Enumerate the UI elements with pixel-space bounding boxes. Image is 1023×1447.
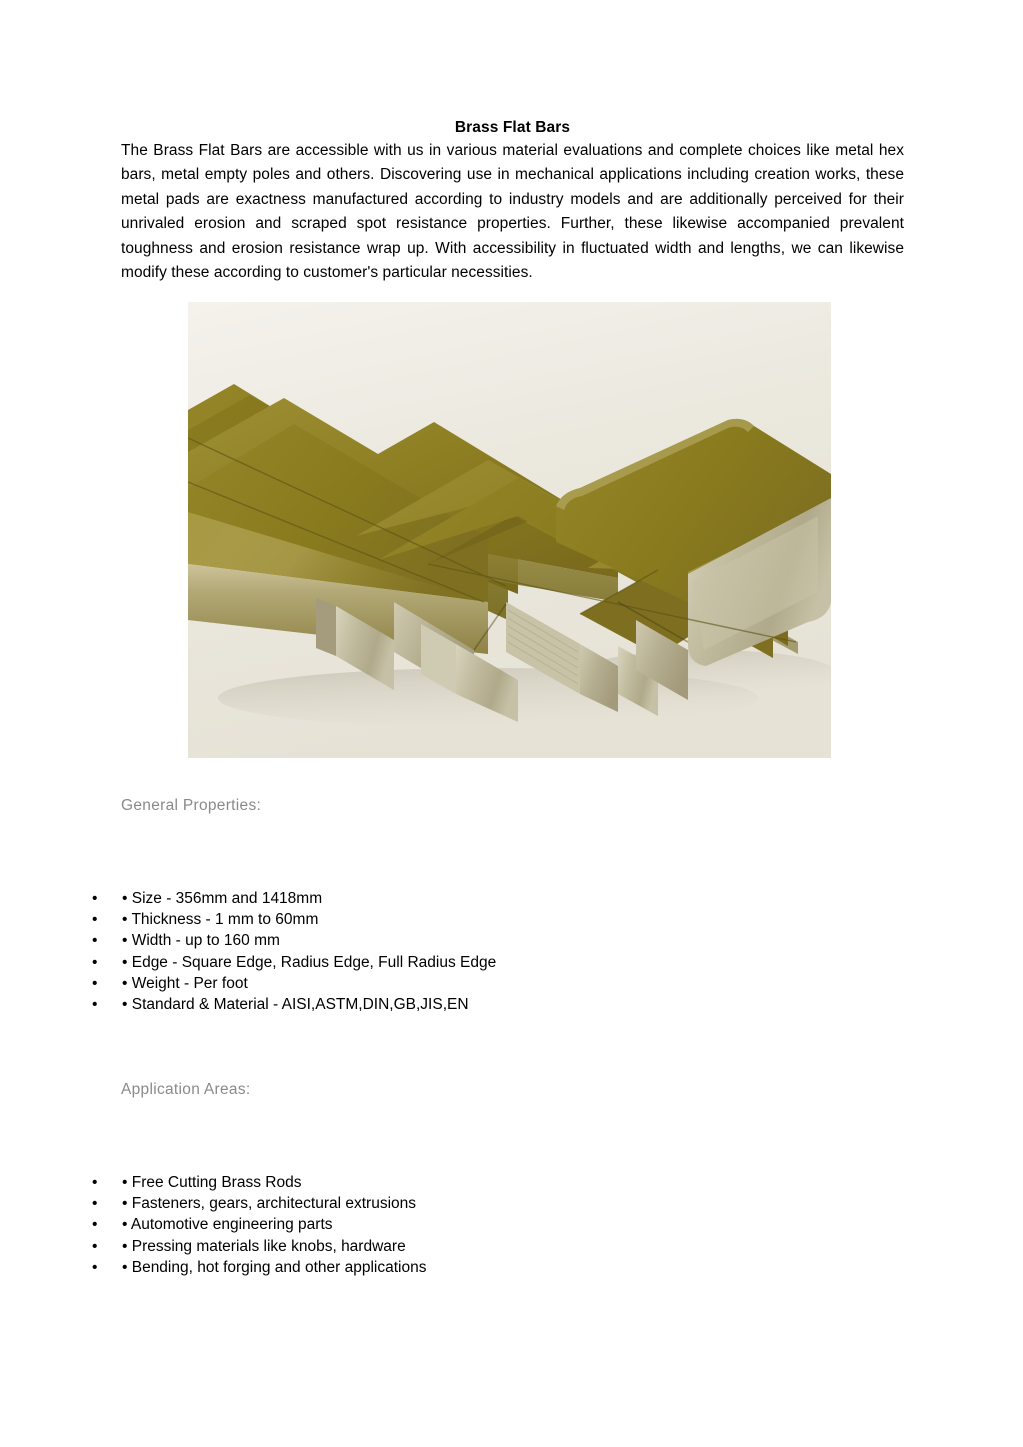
list-item: [0, 1193, 426, 1214]
brass-bars-illustration: [188, 302, 831, 758]
list-item-label: • Fasteners, gears, architectural extrusions: [122, 1195, 417, 1213]
brass-flat-bars-photo: [188, 302, 831, 758]
list-item: [0, 973, 496, 994]
intro-paragraph: The Brass Flat Bars are accessible with us in various material evaluations and complete choices like metal hex bars, metal empty poles and others. Discovering use in mechanical applications including creation works, these metal pads are exactness manufactured according to industry models and are additionally perceived for their unrivaled erosion and scraped spot resistance properties. Further, these likewise accompanied prevalent toughness and erosion resistance wrap up. With accessibility in fluctuated width and lengths, we can likewise modify these according to customer's particular necessities.: [121, 142, 904, 282]
list-item-label: • Weight - Per foot: [122, 974, 248, 992]
list-item-label: • Free Cutting Brass Rods: [122, 1174, 302, 1191]
list-item: [0, 930, 496, 951]
list-item: [0, 994, 496, 1015]
list-item-label: • Standard & Material - AISI,ASTM,DIN,GB,JIS,EN: [122, 995, 469, 1013]
bullet-marker-icon: •: [92, 1195, 98, 1213]
list-item-label: • Width - up to 160 mm: [122, 932, 280, 950]
bullet-marker-icon: •: [92, 1174, 98, 1191]
list-item: [0, 888, 496, 909]
list-item-label: • Bending, hot forging and other applications: [122, 1258, 427, 1276]
list-item: [0, 909, 496, 930]
list-item: [0, 1214, 426, 1235]
bullet-marker-icon: •: [92, 974, 98, 992]
list-item: [0, 952, 496, 973]
bullet-marker-icon: •: [92, 1216, 98, 1234]
bullet-marker-icon: •: [92, 995, 98, 1013]
bullet-marker-icon: •: [92, 1258, 98, 1276]
list-item-label: • Size - 356mm and 1418mm: [122, 890, 323, 907]
text-column: [121, 118, 904, 285]
bullet-marker-icon: •: [92, 911, 98, 929]
list-item-label: • Edge - Square Edge, Radius Edge, Full Radius Edge: [122, 953, 497, 971]
list-item: [0, 1257, 426, 1278]
general-properties-list: [0, 888, 496, 1015]
section-heading-application-areas: Application Areas:: [121, 1081, 251, 1098]
bullet-marker-icon: •: [92, 890, 98, 907]
section-heading-general-properties: General Properties:: [121, 797, 262, 814]
list-item-label: • Thickness - 1 mm to 60mm: [122, 911, 319, 929]
list-item: [0, 1236, 426, 1257]
bullet-marker-icon: •: [92, 1237, 98, 1255]
bullet-marker-icon: •: [92, 953, 98, 971]
list-item: [0, 1172, 426, 1193]
application-areas-list: [0, 1172, 426, 1278]
page-title: Brass Flat Bars: [454, 119, 571, 136]
list-item-label: • Automotive engineering parts: [122, 1216, 333, 1234]
list-item-label: • Pressing materials like knobs, hardware: [122, 1237, 406, 1255]
bullet-marker-icon: •: [92, 932, 98, 950]
